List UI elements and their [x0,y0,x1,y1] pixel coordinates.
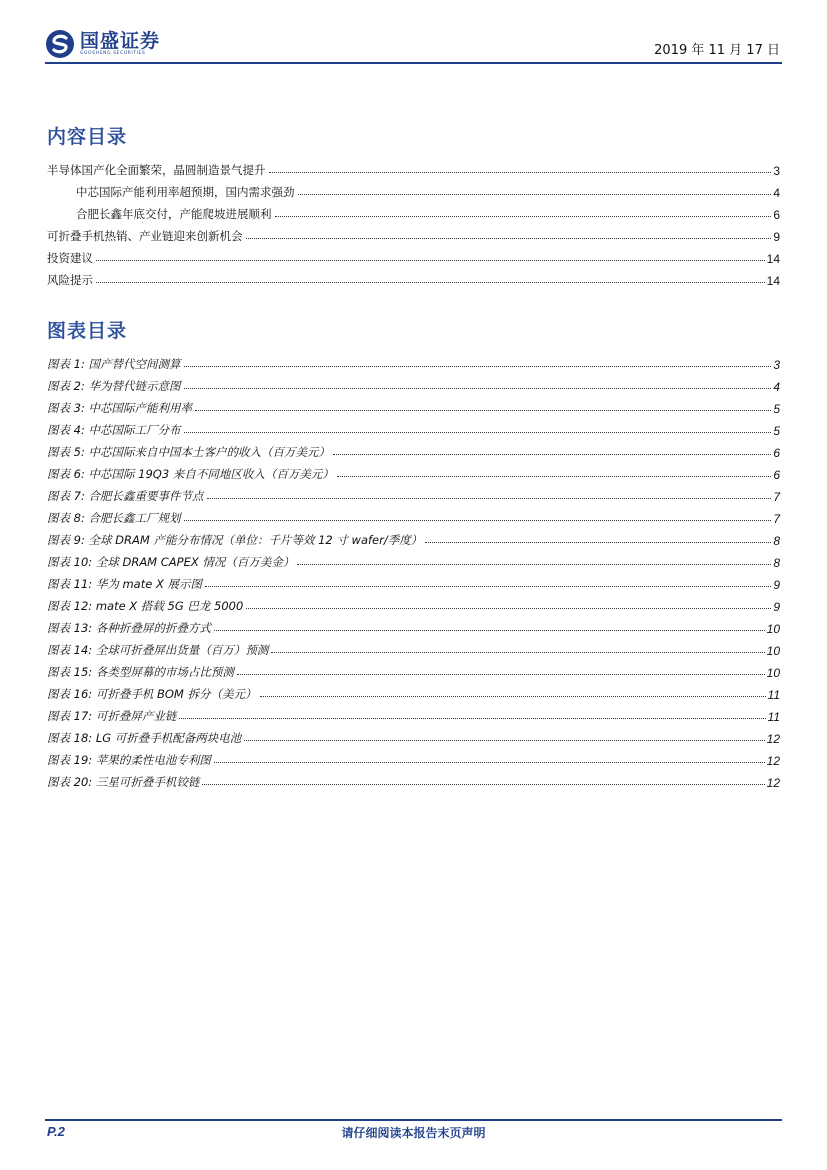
leader-dots [214,630,765,631]
figure-entry-label: 图表 16: 可折叠手机 BOM 拆分（美元） [47,687,257,701]
leader-dots [195,410,771,411]
figure-entry-label: 图表 15: 各类型屏幕的市场占比预测 [47,665,234,679]
leader-dots [214,762,765,763]
figure-entry-page: 6 [773,468,780,482]
figure-entry-label: 图表 14: 全球可折叠屏出货量（百万）预测 [47,643,269,657]
contents-entry-label: 中芯国际产能利用率超预期，国内需求强劲 [76,185,295,199]
figure-entry[interactable] [47,746,780,768]
leader-dots [337,476,772,477]
contents-entry-label: 合肥长鑫年底交付，产能爬坡进展顺利 [76,207,272,221]
leader-dots [184,388,772,389]
footer-divider [45,1119,782,1121]
figure-entry-label: 图表 1: 国产替代空间测算 [47,357,181,371]
page-header [45,26,782,62]
figure-entry[interactable] [47,636,780,658]
figure-entry-page: 5 [773,424,780,438]
figure-entry-label: 图表 19: 苹果的柔性电池专利图 [47,753,211,767]
figure-entry[interactable] [47,416,780,438]
figure-entry[interactable] [47,350,780,372]
leader-dots [184,520,772,521]
figure-entry-page: 11 [767,688,780,702]
figure-entry[interactable] [47,768,780,790]
leader-dots [297,564,771,565]
leader-dots [207,498,772,499]
figure-entry-page: 10 [766,622,780,636]
contents-entry-label: 风险提示 [47,273,93,287]
figure-entry-label: 图表 4: 中芯国际工厂分布 [47,423,181,437]
figure-entry[interactable] [47,680,780,702]
leader-dots [425,542,771,543]
figure-entry-page: 12 [766,776,780,790]
logo-chinese-name: 国盛证券 [80,30,161,52]
figure-entry-page: 10 [766,644,780,658]
leader-dots [237,674,765,675]
figure-entry[interactable] [47,438,780,460]
figure-entry-page: 9 [773,578,780,592]
figure-entry-label: 图表 8: 合肥长鑫工厂规划 [47,511,181,525]
figure-entry-page: 11 [767,710,780,724]
contents-entry-page: 9 [773,230,780,244]
figure-entry[interactable] [47,460,780,482]
leader-dots [184,366,772,367]
figure-entry-label: 图表 13: 各种折叠屏的折叠方式 [47,621,211,635]
figure-entry[interactable] [47,526,780,548]
figure-entry-label: 图表 7: 合肥长鑫重要事件节点 [47,489,204,503]
company-logo [45,26,160,62]
figure-entry[interactable] [47,570,780,592]
contents-entry-page: 6 [773,208,780,222]
disclaimer-notice: 请仔细阅读本报告末页声明 [341,1126,486,1140]
figure-entry-page: 12 [766,732,780,746]
leader-dots [179,718,765,719]
figure-entry-page: 3 [773,358,780,372]
logo-english-name: GUOSHENG SECURITIES [80,51,146,56]
contents-entry-page: 14 [766,252,780,266]
figure-entry[interactable] [47,724,780,746]
leader-dots [298,194,772,195]
figure-entry-label: 图表 2: 华为替代链示意图 [47,379,181,393]
contents-entry[interactable] [47,178,780,200]
figure-entry[interactable] [47,614,780,636]
leader-dots [271,652,764,653]
contents-list [47,156,780,288]
figure-entry[interactable] [47,394,780,416]
figure-entry[interactable] [47,592,780,614]
figures-title: 图表目录 [47,320,128,342]
report-date: 2019 年 11 月 17 日 [654,43,780,58]
leader-dots [205,586,771,587]
leader-dots [96,260,765,261]
leader-dots [202,784,764,785]
contents-entry-page: 14 [766,274,780,288]
leader-dots [244,740,764,741]
figure-entry[interactable] [47,504,780,526]
header-divider [45,62,782,64]
figure-entry[interactable] [47,658,780,680]
figure-entry-page: 8 [773,556,780,570]
leader-dots [184,432,772,433]
figure-entry-page: 12 [766,754,780,768]
leader-dots [260,696,766,697]
figure-entry-label: 图表 11: 华为 mate X 展示图 [47,577,202,591]
figure-entry[interactable] [47,482,780,504]
figure-entry[interactable] [47,548,780,570]
figure-entry[interactable] [47,702,780,724]
figure-entry-label: 图表 10: 全球 DRAM CAPEX 情况（百万美金） [47,555,295,569]
figures-list [47,350,780,790]
leader-dots [333,454,771,455]
figure-entry-page: 8 [773,534,780,548]
contents-entry-page: 3 [773,164,780,178]
figure-entry-label: 图表 17: 可折叠屏产业链 [47,709,177,723]
leader-dots [96,282,765,283]
figure-entry-page: 4 [773,380,780,394]
contents-entry-page: 4 [773,186,780,200]
contents-entry[interactable] [47,156,780,178]
figure-entry-label: 图表 3: 中芯国际产能利用率 [47,401,193,415]
leader-dots [246,238,772,239]
page-number: P.2 [47,1124,65,1139]
contents-entry-label: 投资建议 [47,251,93,265]
figure-entry-label: 图表 20: 三星可折叠手机铰链 [47,775,200,789]
guosheng-logo-icon [45,29,75,59]
figure-entry-page: 6 [773,446,780,460]
figure-entry[interactable] [47,372,780,394]
leader-dots [275,216,772,217]
figure-entry-page: 7 [773,512,780,526]
contents-entry[interactable] [47,222,780,244]
figure-entry-label: 图表 18: LG 可折叠手机配备两块电池 [47,731,242,745]
contents-entry[interactable] [47,244,780,266]
contents-title: 内容目录 [47,126,128,148]
figure-entry-label: 图表 5: 中芯国际来自中国本土客户的收入（百万美元） [47,445,330,459]
leader-dots [269,172,772,173]
figure-entry-label: 图表 6: 中芯国际 19Q3 来自不同地区收入（百万美元） [47,467,334,481]
figure-entry-page: 5 [773,402,780,416]
figure-entry-page: 9 [773,600,780,614]
figure-entry-page: 7 [773,490,780,504]
contents-entry-label: 可折叠手机热销、产业链迎来创新机会 [47,229,243,243]
contents-entry[interactable] [47,266,780,288]
leader-dots [246,608,771,609]
figure-entry-page: 10 [766,666,780,680]
contents-entry[interactable] [47,200,780,222]
figure-entry-label: 图表 12: mate X 搭载 5G 巴龙 5000 [47,599,244,613]
contents-entry-label: 半导体国产化全面繁荣，晶圆制造景气提升 [47,163,266,177]
figure-entry-label: 图表 9: 全球 DRAM 产能分布情况（单位：千片等效 12 寸 wafer/季度） [47,533,423,547]
